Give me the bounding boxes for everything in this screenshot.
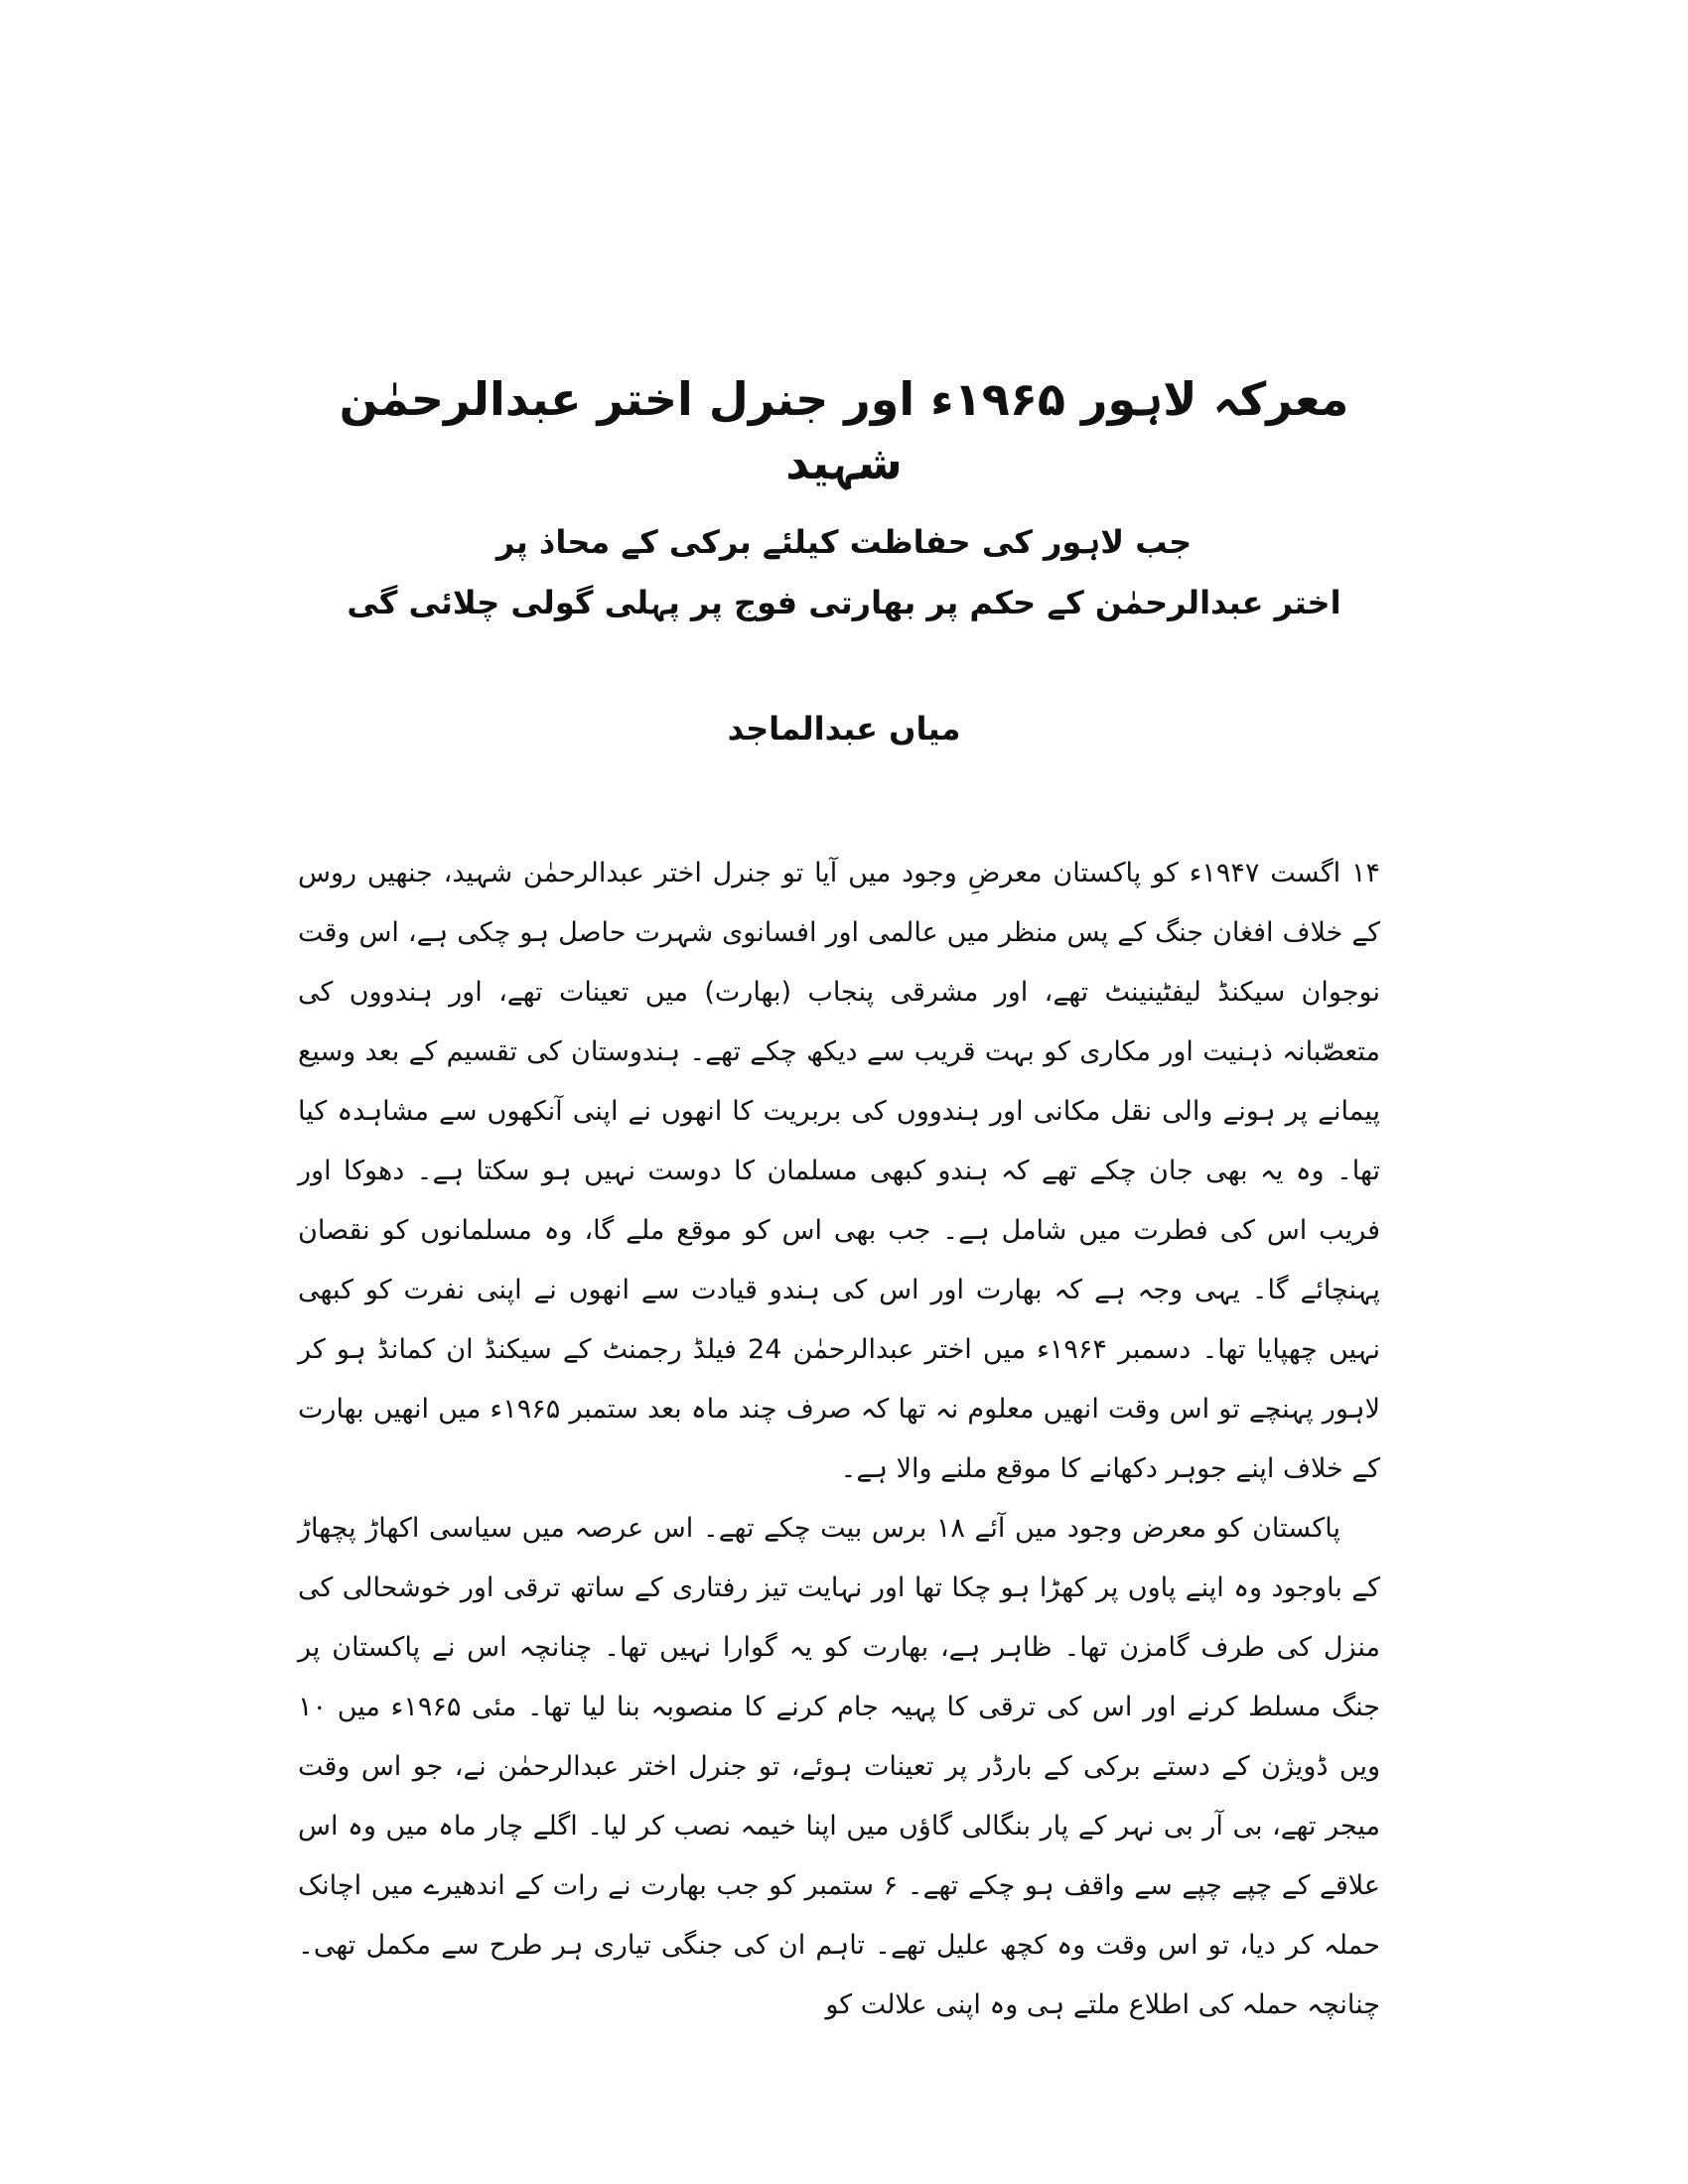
article-body [298,844,1380,2035]
document-title: معرکہ لاہور ۱۹۶۵ء اور جنرل اختر عبدالرحمٰن شہید [339,372,1349,490]
subtitle-line-2: اختر عبدالرحمٰن کے حکم پر بھارتی فوج پر پہلی گولی چلائی گی [347,583,1341,621]
header-block [298,367,1390,638]
paragraph-2: پاکستان کو معرض وجود میں آئے ۱۸ برس بیت چکے تھے۔ اس عرصہ میں سیاسی اکھاڑ پچھاڑ کے باوجود وہ اپنے پاوں پر کھڑا ہو چکا تھا اور نہایت تیز رفتاری کے ساتھ ترقی اور خوشحالی کی منزل کی طرف گامزن تھا۔ ظاہر ہے، بھارت کو یہ گوارا نہیں تھا۔ چنانچہ اس نے پاکستان پر جنگ مسلط کرنے اور اس کی ترقی کا پہیہ جام کرنے کا منصوبہ بنا لیا تھا۔ مئی ۱۹۶۵ء میں ۱۰ ویں ڈویژن کے دستے برکی کے بارڈر پر تعینات ہوئے، تو جنرل اختر عبدالرحمٰن نے، جو اس وقت میجر تھے، بی آر بی نہر کے پار بنگالی گاؤں میں اپنا خیمہ نصب کر لیا۔ اگلے چار ماہ میں وہ اس علاقے کے چپے چپے سے واقف ہو چکے تھے۔ ۶ ستمبر کو جب بھارت نے رات کے اندھیرے میں اچانک حملہ کر دیا، تو اس وقت وہ کچھ علیل تھے۔ تاہم ان کی جنگی تیاری ہر طرح سے مکمل تھی۔ چنانچہ حملہ کی اطلاع ملتے ہی وہ اپنی علالت کو [298,1513,1381,2020]
author-name: میاں عبدالماجد [727,710,961,748]
paragraph-1: ۱۴ اگست ۱۹۴۷ء کو پاکستان معرضِ وجود میں آیا تو جنرل اختر عبدالرحمٰن شہید، جنھیں روس کے خلاف افغان جنگ کے پس منظر میں عالمی اور افسانوی شہرت حاصل ہو چکی ہے، اس وقت نوجوان سیکنڈ لیفٹینینٹ تھے، اور مشرقی پنجاب (بھارت) میں تعینات تھے، اور ہندووں کی متعصّبانہ ذہنیت اور مکاری کو بہت قریب سے دیکھ چکے تھے۔ ہندوستان کی تقسیم کے بعد وسیع پیمانے پر ہونے والی نقل مکانی اور ہندووں کی بربریت کا انھوں نے اپنی آنکھوں سے مشاہدہ کیا تھا۔ وہ یہ بھی جان چکے تھے کہ ہندو کبھی مسلمان کا دوست نہیں ہو سکتا ہے۔ دھوکا اور فریب اس کی فطرت میں شامل ہے۔ جب بھی اس کو موقع ملے گا، وہ مسلمانوں کو نقصان پہنچائے گا۔ یہی وجہ ہے کہ بھارت اور اس کی ہندو قیادت سے انھوں نے اپنی نفرت کو کبھی نہیں چھپایا تھا۔ دسمبر ۱۹۶۴ء میں اختر عبدالرحمٰن 24 فیلڈ رجمنٹ کے سیکنڈ ان کمانڈ ہو کر لاہور پہنچے تو اس وقت انھیں معلوم نہ تھا کہ صرف چند ماہ بعد ستمبر ۱۹۶۵ء میں انھیں بھارت کے خلاف اپنے جوہر دکھانے کا موقع ملنے والا ہے۔ [298,858,1380,1484]
subtitle-line-1: جب لاہور کی حفاظت کیلئے برکی کے محاذ پر [495,522,1193,561]
